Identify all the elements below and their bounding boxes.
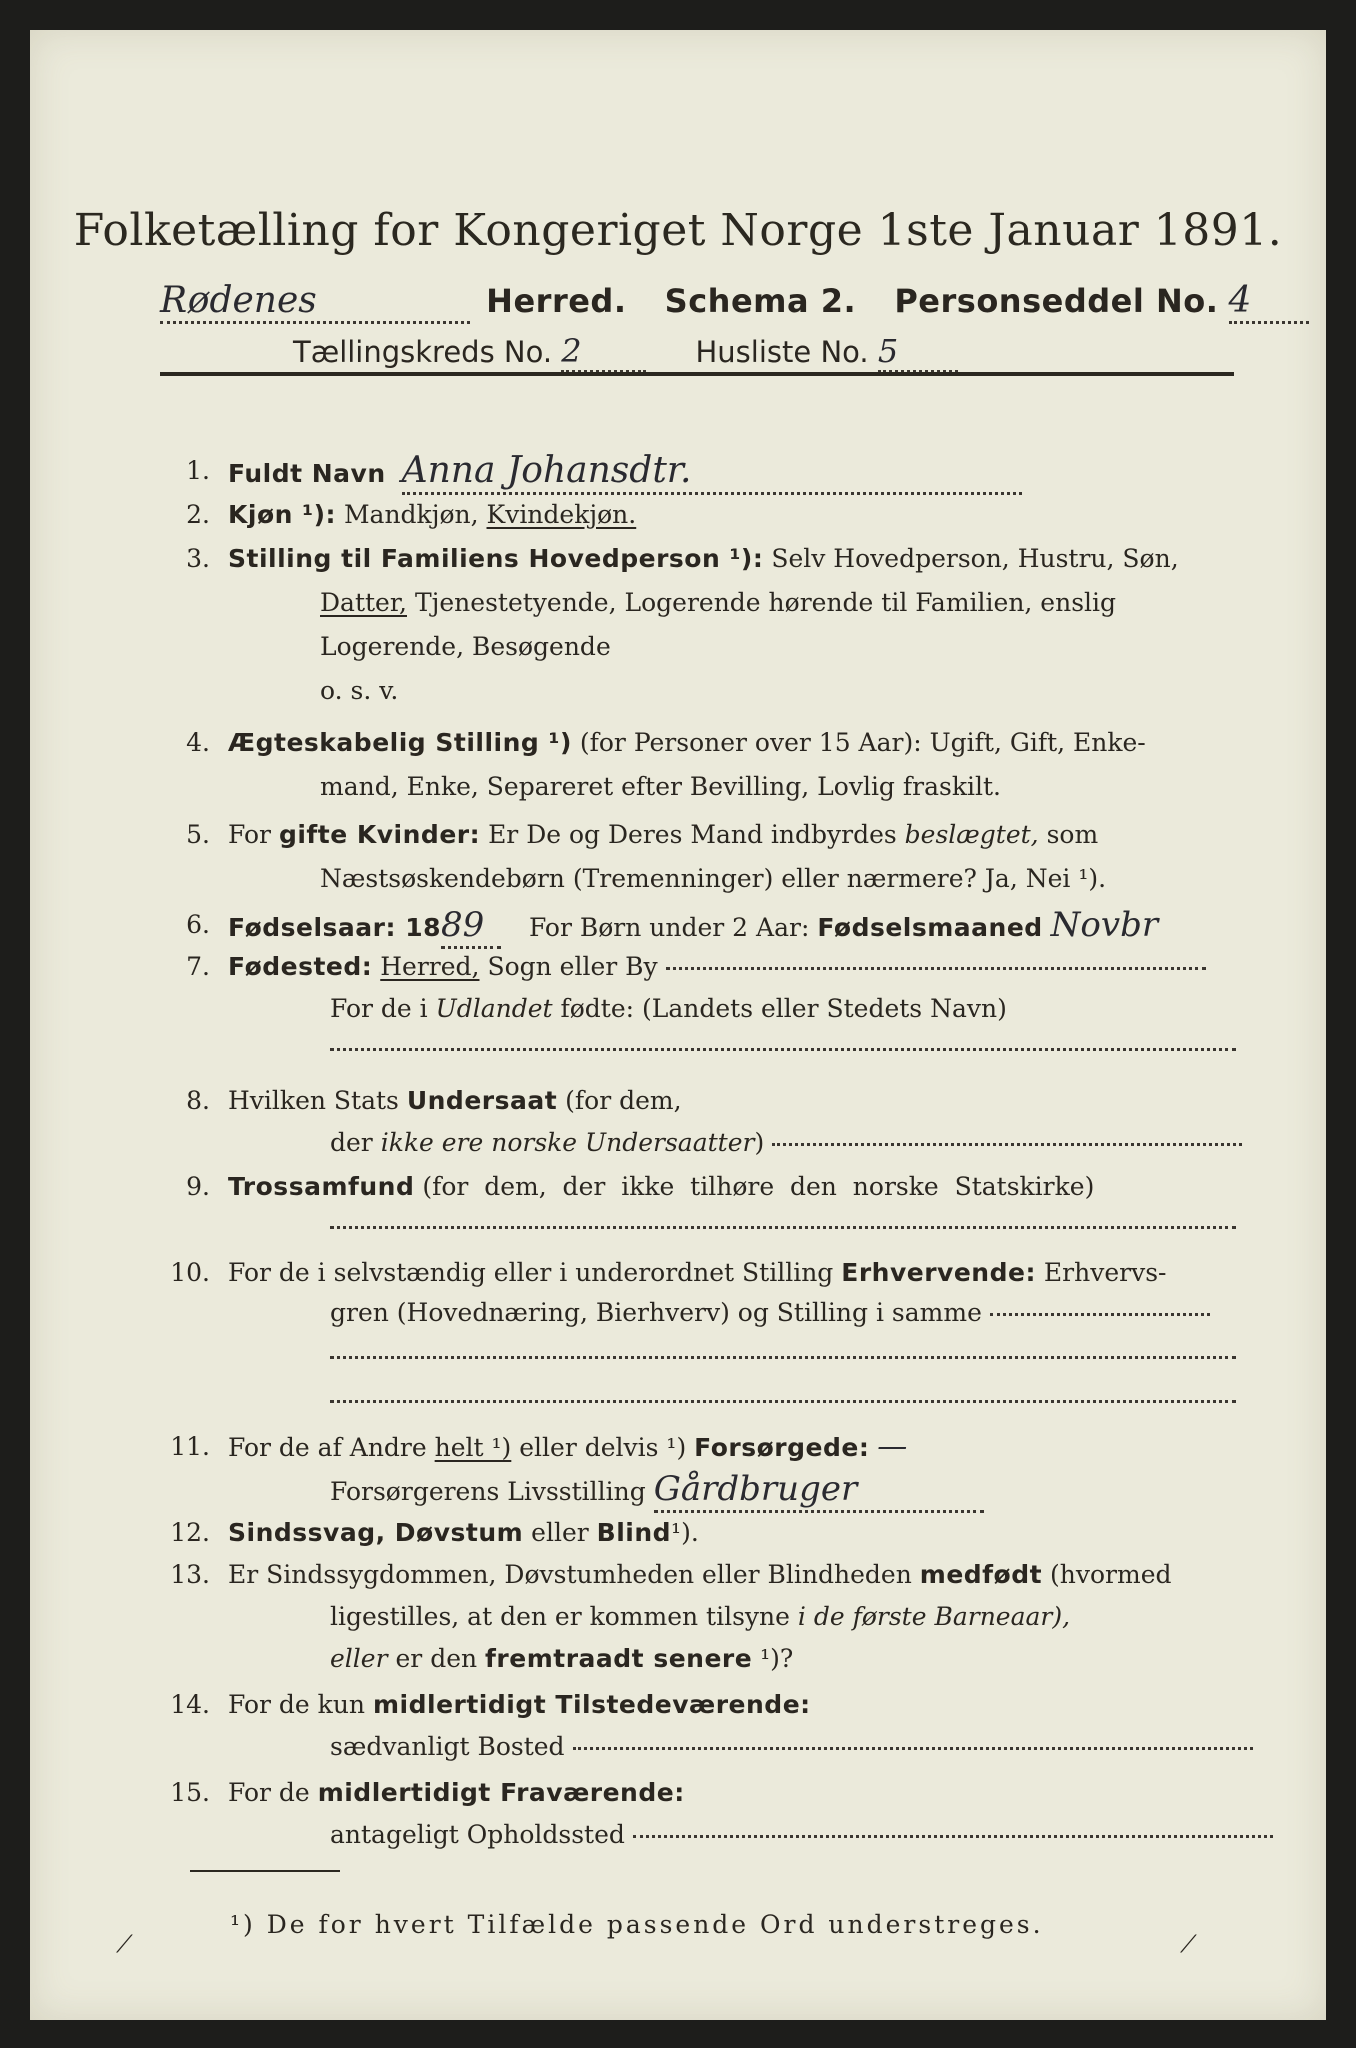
header-line-1 [160, 280, 1309, 324]
supported-prefix: For de af Andre [228, 1433, 427, 1462]
congenital-line-3: er den [395, 1644, 478, 1673]
married-women-question-line-2: Næstsøskendebørn (Tremenninger) eller nærmere? Ja, Nei ¹). [320, 864, 1107, 893]
temp-absent-prefix: For de [228, 1778, 310, 1807]
birth-month-label: Fødselsmaaned [817, 913, 1043, 942]
marital-label: Ægteskabelig Stilling ¹) [228, 728, 572, 757]
item-number: 6. [186, 910, 210, 939]
item-number: 15. [170, 1778, 210, 1807]
dotted-leader [772, 1143, 1242, 1146]
kreds-number: 2 [561, 332, 646, 373]
item-number: 8. [186, 1086, 210, 1115]
dotted-leader [990, 1313, 1210, 1316]
position-options-line-2: Tjenestetyende, Logerende hørende til Familien, enslig [414, 588, 1117, 617]
citizenship-line2-prefix: der [330, 1128, 373, 1157]
husliste-number: 5 [878, 332, 958, 373]
congenital-footnote-ref: ¹)? [760, 1644, 794, 1673]
item-number: 5. [186, 820, 210, 849]
position-datter-underlined: Datter, [320, 588, 407, 617]
birthplace-label: Fødested: [228, 952, 373, 981]
supported-helt-underlined: helt ¹) [434, 1433, 512, 1462]
congenital-later-label: fremtraadt senere [485, 1644, 753, 1673]
congenital-line-2: ligestilles, at den er kommen tilsyne [330, 1602, 790, 1631]
birthplace-options: Sogn eller By [487, 952, 658, 981]
personseddel-label: Personseddel No. [894, 282, 1219, 320]
marital-options-line-2: mand, Enke, Separeret efter Bevilling, Lovlig fraskilt. [320, 772, 1001, 801]
citizenship-line2-close: ) [754, 1128, 765, 1157]
occupation-label: Erhvervende: [841, 1258, 1036, 1287]
abroad-italic: Udlandet [435, 994, 553, 1023]
birth-year-handwritten: 89 [441, 904, 501, 949]
header-divider [160, 372, 1234, 376]
sex-label: Kjøn ¹): [228, 500, 336, 529]
item-number: 2. [186, 500, 210, 529]
item-number: 12. [170, 1518, 210, 1547]
position-options-line-1: Selv Hovedperson, Hustru, Søn, [771, 544, 1179, 573]
abroad-prefix: For de i [330, 994, 428, 1023]
position-label: Stilling til Familiens Hovedperson ¹): [228, 544, 764, 573]
disability-footnote-ref: ¹). [671, 1518, 699, 1547]
birth-year-label: Fødselsaar: 18 [228, 913, 441, 942]
supported-delvis: eller delvis ¹) [519, 1433, 687, 1462]
item-number: 7. [186, 952, 210, 981]
schema-label: Schema 2. [664, 282, 857, 320]
dotted-line [330, 1356, 1236, 1359]
married-women-label: gifte Kvinder: [278, 820, 481, 849]
usual-residence-label: sædvanligt Bosted [330, 1732, 565, 1761]
marital-options-line-1: (for Personer over 15 Aar): Ugift, Gift, Enke- [579, 728, 1146, 757]
married-women-question: Er De og Deres Mand indbyrdes [488, 820, 897, 849]
congenital-prefix: Er Sindssygdommen, Døvstumheden eller Blindheden [228, 1560, 912, 1589]
kreds-label: Tællingskreds No. [293, 335, 553, 369]
congenital-label: medfødt [919, 1560, 1043, 1589]
supported-handwritten-dash: — [877, 1429, 908, 1464]
margin-mark: ⟋ [1180, 1930, 1197, 1958]
position-options-line-3: Logerende, Besøgende [320, 632, 611, 661]
dotted-line [330, 1048, 1236, 1051]
married-women-related-italic: beslægtet, [904, 820, 1039, 849]
item-number: 13. [170, 1560, 210, 1589]
item-number: 14. [170, 1690, 210, 1719]
occupation-line-2: gren (Hovednæring, Bierhverv) og Stilling i samme [330, 1298, 982, 1327]
abroad-text: fødte: (Landets eller Stedets Navn) [560, 994, 1007, 1023]
sex-option-male: Mandkjøn, [343, 500, 479, 529]
header-line-2 [293, 332, 958, 373]
form-title: Folketælling for Kongeriget Norge 1ste Januar 1891. [73, 205, 1283, 256]
religion-text: (for dem, der ikke tilhøre den norske Statskirke) [422, 1172, 1095, 1201]
item-number: 9. [186, 1172, 210, 1201]
citizenship-text: (for dem, [565, 1086, 682, 1115]
dotted-line [330, 1400, 1236, 1403]
full-name-label: Fuldt Navn [228, 459, 386, 488]
birth-month-prefix: For Børn under 2 Aar: [528, 913, 810, 942]
disability-eller: eller [531, 1518, 589, 1547]
probable-residence-label: antageligt Opholdssted [330, 1820, 625, 1849]
position-options-osv: o. s. v. [320, 676, 399, 705]
citizenship-prefix: Hvilken Stats [228, 1086, 399, 1115]
dotted-leader [573, 1747, 1253, 1750]
personseddel-number: 4 [1229, 280, 1309, 324]
married-women-prefix: For [228, 820, 271, 849]
item-number: 3. [186, 544, 210, 573]
footnote: ¹) De for hvert Tilfælde passende Ord understreges. [230, 1910, 1044, 1939]
dotted-line [330, 1226, 1236, 1229]
temp-present-prefix: For de kun [228, 1690, 366, 1719]
full-name-value: Anna Johansdtr. [402, 450, 1022, 495]
margin-mark: ⟋ [116, 1930, 133, 1958]
congenital-eller-italic: eller [330, 1644, 388, 1673]
birth-month-handwritten: Novbr [1050, 905, 1159, 945]
census-form-sheet [30, 30, 1326, 2020]
item-number: 1. [186, 456, 210, 485]
herred-name-handwritten: Rødenes [160, 280, 470, 324]
item-number: 4. [186, 728, 210, 757]
footnote-divider [190, 1870, 340, 1872]
congenital-line-2-italic: i de første Barneaar), [797, 1602, 1071, 1631]
birthplace-herred-underlined: Herred, [380, 952, 480, 981]
sex-option-female-underlined: Kvindekjøn. [486, 500, 637, 529]
provider-occupation-label: Forsørgerens Livsstilling [330, 1477, 646, 1506]
religion-label: Trossamfund [228, 1172, 415, 1201]
temp-present-label: midlertidigt Tilstedeværende: [372, 1690, 811, 1719]
dotted-leader [633, 1835, 1273, 1838]
citizenship-line2-italic: ikke ere norske Undersaatter [380, 1128, 755, 1157]
provider-occupation-handwritten: Gårdbruger [654, 1468, 984, 1513]
item-number: 11. [170, 1432, 210, 1461]
occupation-prefix: For de i selvstændig eller i underordnet Stilling [228, 1258, 834, 1287]
item-number: 10. [170, 1258, 210, 1287]
congenital-text: (hvormed [1050, 1560, 1172, 1589]
supported-label: Forsørgede: [694, 1433, 870, 1462]
married-women-som: som [1046, 820, 1099, 849]
herred-label: Herred. [486, 282, 627, 320]
disability-blind-label: Blind [596, 1518, 672, 1547]
dotted-leader [666, 967, 1206, 970]
citizenship-label: Undersaat [406, 1086, 558, 1115]
occupation-text: Erhvervs- [1043, 1258, 1167, 1287]
husliste-label: Husliste No. [695, 335, 869, 369]
temp-absent-label: midlertidigt Fraværende: [317, 1778, 685, 1807]
disability-label: Sindssvag, Døvstum [228, 1518, 524, 1547]
